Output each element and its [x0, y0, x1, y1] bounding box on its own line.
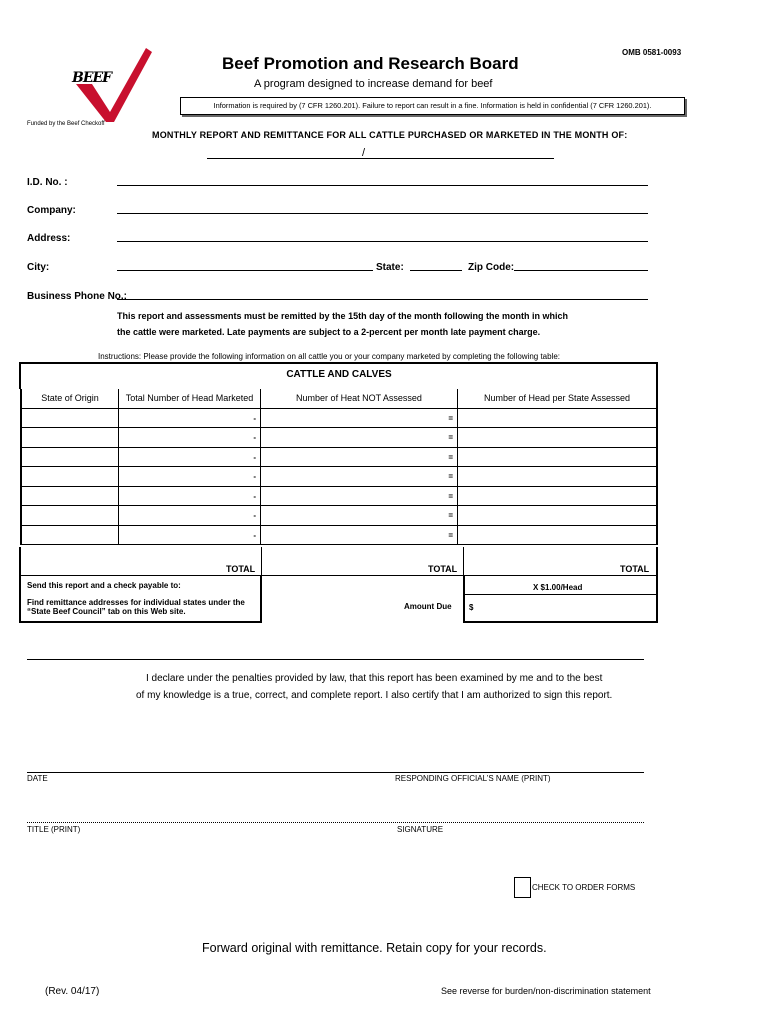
month-line[interactable] [207, 158, 554, 159]
beef-logo [62, 44, 152, 122]
table-row [21, 447, 657, 467]
table-body [21, 408, 657, 545]
state-of-origin-cell[interactable] [21, 486, 119, 506]
company-label: Company: [27, 205, 76, 216]
phone-label: Business Phone No.: [27, 291, 128, 302]
equals-sign: = [448, 452, 453, 462]
assessed-cell[interactable] [458, 506, 658, 526]
totals-divider-2 [463, 547, 464, 576]
col-total-head: Total Number of Head Marketed [119, 389, 261, 408]
find-addresses: Find remittance addresses for individual states under the “State Beef Council” tab on this Web site. [27, 598, 245, 616]
table-header-row [21, 389, 657, 408]
date-label: DATE [27, 774, 48, 783]
company-field[interactable] [117, 213, 648, 214]
col-state-of-origin: State of Origin [21, 389, 119, 408]
totals-block [19, 547, 658, 576]
monthly-heading: MONTHLY REPORT AND REMITTANCE FOR ALL CATTLE PURCHASED OR MARKETED IN THE MONTH OF: [152, 130, 628, 140]
state-of-origin-cell[interactable] [21, 447, 119, 467]
state-of-origin-cell[interactable] [21, 506, 119, 526]
state-of-origin-cell[interactable] [21, 525, 119, 545]
not-assessed-cell[interactable] [261, 428, 458, 448]
state-of-origin-cell[interactable] [21, 428, 119, 448]
total-head-cell[interactable] [119, 428, 261, 448]
see-reverse: See reverse for burden/non-discrimination statement [441, 986, 651, 996]
equals-sign: = [448, 511, 453, 520]
table-row [21, 506, 657, 526]
total-head-cell[interactable] [119, 447, 261, 467]
not-assessed-cell[interactable] [261, 525, 458, 545]
state-label: State: [376, 262, 404, 273]
amount-divider [463, 594, 658, 595]
table-row [21, 525, 657, 545]
page-subtitle: A program designed to increase demand for beef [254, 78, 493, 90]
table-row [21, 467, 657, 487]
zip-label: Zip Code: [468, 262, 515, 273]
table-row [21, 408, 657, 428]
order-forms-checkbox[interactable] [514, 877, 531, 898]
col-not-assessed: Number of Heat NOT Assessed [261, 389, 458, 408]
state-of-origin-cell[interactable] [21, 467, 119, 487]
send-to-label: Send this report and a check payable to: [27, 581, 181, 590]
minus-sign: - [253, 452, 256, 462]
state-field[interactable] [410, 270, 462, 271]
total-not-assessed: TOTAL [428, 564, 458, 574]
address-label: Address: [27, 233, 71, 244]
notice-line2: the cattle were marketed. Late payments are subject to a 2-percent per month late payment charge. [117, 327, 541, 337]
logo-text: BEEF [72, 70, 112, 86]
minus-sign: - [253, 530, 256, 540]
info-box: Information is required by (7 CFR 1260.201). Failure to report can result in a fine. Information is held in confidential (7 CFR 1260.201). [180, 97, 685, 115]
col-assessed: Number of Head per State Assessed [458, 389, 658, 408]
amount-due-label: Amount Due [404, 602, 452, 611]
equals-sign: = [448, 530, 453, 540]
totals-divider-1 [261, 547, 262, 576]
title-label: TITLE (PRINT) [27, 825, 81, 834]
id-field[interactable] [117, 185, 648, 186]
minus-sign: - [253, 491, 256, 501]
notice-line1: This report and assessments must be remitted by the 15th day of the month following the month in which [117, 311, 569, 321]
table-row [21, 486, 657, 506]
funded-by: Funded by the Beef Checkoff [27, 121, 105, 127]
equals-sign: = [448, 413, 453, 423]
total-head-cell[interactable] [119, 525, 261, 545]
assessed-cell[interactable] [458, 428, 658, 448]
assessed-cell[interactable] [458, 525, 658, 545]
rate-label: X $1.00/Head [533, 583, 583, 592]
forward-note: Forward original with remittance. Retain copy for your records. [202, 941, 547, 955]
minus-sign: - [253, 511, 256, 520]
zip-field[interactable] [514, 270, 648, 271]
signature-label: SIGNATURE [397, 825, 444, 834]
id-label: I.D. No. : [27, 177, 68, 188]
assessed-cell[interactable] [458, 447, 658, 467]
declaration-line1: I declare under the penalties provided by law, that this report has been examined by me and to the best [146, 673, 603, 684]
total-head-cell[interactable] [119, 467, 261, 487]
not-assessed-cell[interactable] [261, 447, 458, 467]
city-label: City: [27, 262, 50, 273]
dollar-sign: $ [469, 603, 474, 612]
declaration-line2: of my knowledge is a true, correct, and complete report. I also certify that I am authorized to sign this report. [136, 690, 613, 701]
city-field[interactable] [117, 270, 373, 271]
minus-sign: - [253, 433, 256, 442]
table-row [21, 428, 657, 448]
revision: (Rev. 04/17) [45, 986, 100, 997]
phone-field[interactable] [117, 299, 648, 300]
cattle-table [20, 389, 658, 545]
minus-sign: - [253, 472, 256, 481]
month-slash: / [362, 147, 366, 159]
total-head-cell[interactable] [119, 486, 261, 506]
total-head-cell[interactable] [119, 408, 261, 428]
not-assessed-cell[interactable] [261, 486, 458, 506]
title-field[interactable] [27, 822, 644, 823]
divider-line [27, 659, 644, 660]
official-name-label: RESPONDING OFFICIAL’S NAME (PRINT) [395, 774, 551, 783]
not-assessed-cell[interactable] [261, 467, 458, 487]
equals-sign: = [448, 433, 453, 442]
order-forms-label: CHECK TO ORDER FORMS [532, 883, 636, 892]
page-title: Beef Promotion and Research Board [222, 54, 519, 73]
instructions: Instructions: Please provide the following information on all cattle you or your company marketed by completing the following table: [98, 352, 561, 361]
address-field[interactable] [117, 241, 648, 242]
assessed-cell[interactable] [458, 408, 658, 428]
date-field[interactable] [27, 772, 644, 773]
equals-sign: = [448, 491, 453, 501]
not-assessed-cell[interactable] [261, 408, 458, 428]
table-title: CATTLE AND CALVES [286, 369, 392, 380]
minus-sign: - [253, 413, 256, 423]
state-of-origin-cell[interactable] [21, 408, 119, 428]
equals-sign: = [448, 472, 453, 481]
total-head-marketed: TOTAL [226, 564, 256, 574]
total-assessed: TOTAL [620, 564, 650, 574]
omb-number: OMB 0581-0093 [622, 48, 682, 57]
not-assessed-cell[interactable] [261, 506, 458, 526]
assessed-cell[interactable] [458, 467, 658, 487]
assessed-cell[interactable] [458, 486, 658, 506]
total-head-cell[interactable] [119, 506, 261, 526]
